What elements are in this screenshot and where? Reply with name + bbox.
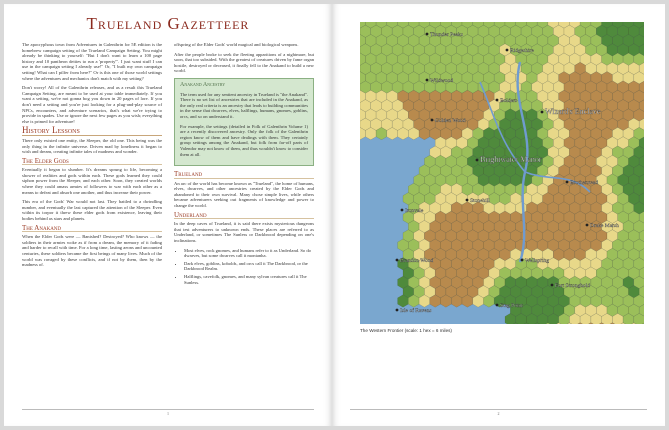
map-town-marker bbox=[521, 259, 524, 262]
map-caption: The Western Frontier (scale: 1 hex = 6 miles) bbox=[360, 328, 452, 333]
list-item: • Most elves, rock gnomes, and humans refer to it as Underland. So do dwarves, but some dwarves call it montanha. bbox=[184, 248, 314, 259]
ancestry-sidebar bbox=[174, 78, 314, 166]
map-label: Brandon Wood bbox=[400, 258, 434, 264]
column-paragraph: offspring of the Elder Gods' world magical and biological weapons. bbox=[174, 42, 299, 47]
map-town-marker bbox=[396, 309, 399, 312]
left-page bbox=[4, 4, 332, 426]
map-label: Stonehill bbox=[470, 198, 490, 204]
map-label: Drake Marsh bbox=[590, 223, 619, 229]
right-column bbox=[174, 42, 314, 289]
map-label: Wizard's Enclave bbox=[545, 107, 601, 116]
map-label: Brightwater Manor bbox=[480, 155, 542, 164]
anakand-paragraph: When the Elder Gods were — Banished? Destroyed? Who knows — the soldiers in their armies woke as if from a dream, the memory of it fading and harder to recall with time. For a long time, lasting aeons and uncounted centuries, these soldiers became the first beings of many lives. Much of the world was ravaged by these conflicts, and if not by them, then by the madness of. bbox=[22, 234, 162, 268]
map-town-marker bbox=[586, 224, 589, 227]
map-label: Isle of Ravens bbox=[400, 308, 432, 314]
underland-heading: Underland bbox=[174, 213, 314, 220]
anakand-heading: The Anakand bbox=[22, 226, 162, 233]
underland-paragraph: In the deep caves of Trueland, it is said there exists mysterious dungeons that test adventurers to unknown ends. These places are referred to as Underland, or sometimes The Sunless or Darkbrood depending on one's inclinations. bbox=[174, 221, 314, 244]
book-spread bbox=[4, 4, 665, 426]
map-town-marker bbox=[431, 119, 434, 122]
elder-gods-heading: The Elder Gods bbox=[22, 159, 162, 166]
map-town-marker bbox=[426, 33, 429, 36]
map-label: Stag Point bbox=[500, 303, 523, 309]
footer-rule bbox=[350, 409, 647, 410]
map-label: Fort Stronghold bbox=[555, 283, 590, 289]
map-label: Wildwood bbox=[430, 78, 453, 84]
list-item: • Dark elves, goblins, kobolds, and orcs call it The Darkbrood, or the Darkbrood Realm. bbox=[184, 261, 314, 272]
map-label: Bolders bbox=[500, 98, 518, 104]
sidebar-paragraph: The term used for any sentient ancestry in Trueland is "the Anakand". There is no set list of ancestries that are included in the Anakand, as the only real criteria is an ancestry that leads to building communities in the sense that dwarves, elves, halflings, humans, gnomes, goblins, orcs, and so on understand it. bbox=[180, 91, 309, 119]
page-number: 1 bbox=[167, 411, 169, 416]
map-town-marker bbox=[476, 159, 479, 162]
map-town-marker bbox=[466, 199, 469, 202]
column-paragraph: After the people broke to seek the fleeting apparitions of a nightmare, but soon, that too subsided. With the greatest of creatures driven by fame organ hostile, destroyed or deceased, it finally fell to the Anakand to build a new world. bbox=[174, 51, 314, 74]
map-label: Wellspring bbox=[525, 258, 549, 264]
page-number: 2 bbox=[497, 411, 500, 416]
map-town-marker bbox=[496, 99, 499, 102]
map-town-marker bbox=[496, 304, 499, 307]
hex-map bbox=[360, 22, 644, 324]
sidebar-paragraph: For example, the settings (detailed in Folk of Galenthrin Volume 1) are a recently discovered ancestry. Only the folk of the Galenthrin region know of them and have dealings with them. They certainly group settings among the Anakand, but folk from far-off parts of Valendor may not know of them, and thus wouldn't know to consider them at all. bbox=[180, 123, 308, 157]
map-label: Golden Wood bbox=[435, 118, 466, 124]
footer-rule bbox=[22, 409, 314, 410]
map-label: Thunder Peaks bbox=[430, 32, 463, 38]
map-town-marker bbox=[401, 209, 404, 212]
trueland-heading: Trueland bbox=[174, 172, 314, 179]
right-page bbox=[332, 4, 665, 426]
trueland-paragraph: An arc of the world has become known as "Trueland", the home of humans, elves, dwarves, and other ancestries created by the Elder Gods and abandoned to their own survival. Many chose simple lives, while others became adventurers seeking out fragments of knowledge and power to change the world. bbox=[174, 180, 314, 209]
map-town-marker bbox=[541, 111, 544, 114]
intro-paragraph: Don't worry! All of the Galenthrin releases, and as a result this Trueland Campaign Setting, are meant to be used at your table immediately. If you want a setting, we're not gonna bog you down in 20 pages of lore. If you don't need a setting and you're just looking for a plug-and-play source of NPCs, encounters, and adventure scenarios, that's what we're trying to provide in spades. Use or ignore the next few pages as you wish; everything else is primed for adventure! bbox=[22, 85, 162, 124]
page-title: Trueland Gazetteer bbox=[86, 14, 250, 33]
list-item: • Halflings, cavefolk, gnomes, and many sylvan creatures call it The Sunless. bbox=[184, 274, 314, 285]
map-label: Brotherstead bbox=[570, 180, 599, 186]
elder-gods-paragraph: Eventually it began to slumber. It's dreams sprung to life, becoming a shower of realities and gods within each. These gods learned they could siphon power from the Sleeper, and each other. Soon, they created worlds where they could amass armies of followers to war with each other as a means to defeat and absorb one another, and thus increase their power. bbox=[22, 167, 162, 195]
map-town-marker bbox=[506, 49, 509, 52]
map-label: Ironvale bbox=[405, 208, 424, 214]
map-town-marker bbox=[566, 181, 569, 184]
map-town-marker bbox=[426, 79, 429, 82]
map-label: Ridgeshire bbox=[510, 48, 534, 54]
left-column bbox=[22, 42, 162, 272]
elder-gods-paragraph: This era of the Gods' War would not last. They battled to a dwindling number, and eventually the last captured the attention of the Sleeper. Even within its torpor it threw these elder gods from existence, leaving their bodies behind as stars and planets. bbox=[22, 199, 162, 222]
history-heading: History Lessons bbox=[22, 128, 162, 136]
underland-list bbox=[184, 248, 314, 286]
history-paragraph: There only existed one entity, the Sleeper, the old one. This being was the only thing in the infinite universe. Driven mad by loneliness it began to wish and dream, creating infinite tales of madness and wonder. bbox=[22, 137, 162, 155]
intro-paragraph: The apocryphous town from Adventures in Galenthrin for 5E edition is the homebrew campaign setting of the Trueland Campaign Setting. You might already be thinking to yourself: "But I don't want to learn a 100 page history and 10 pantheon deities to run a 'property'". I just want stuff I can use in the campaign setting I already use!" Or, "I built my own campaign setting! What can I pilfer from here?" Or is this one of those world settings where the adventures and mechanics don't match with my setting? bbox=[22, 42, 162, 81]
map-town-marker bbox=[396, 259, 399, 262]
map-town-marker bbox=[551, 284, 554, 287]
sidebar-title: Anakand Ancestry bbox=[180, 81, 226, 88]
